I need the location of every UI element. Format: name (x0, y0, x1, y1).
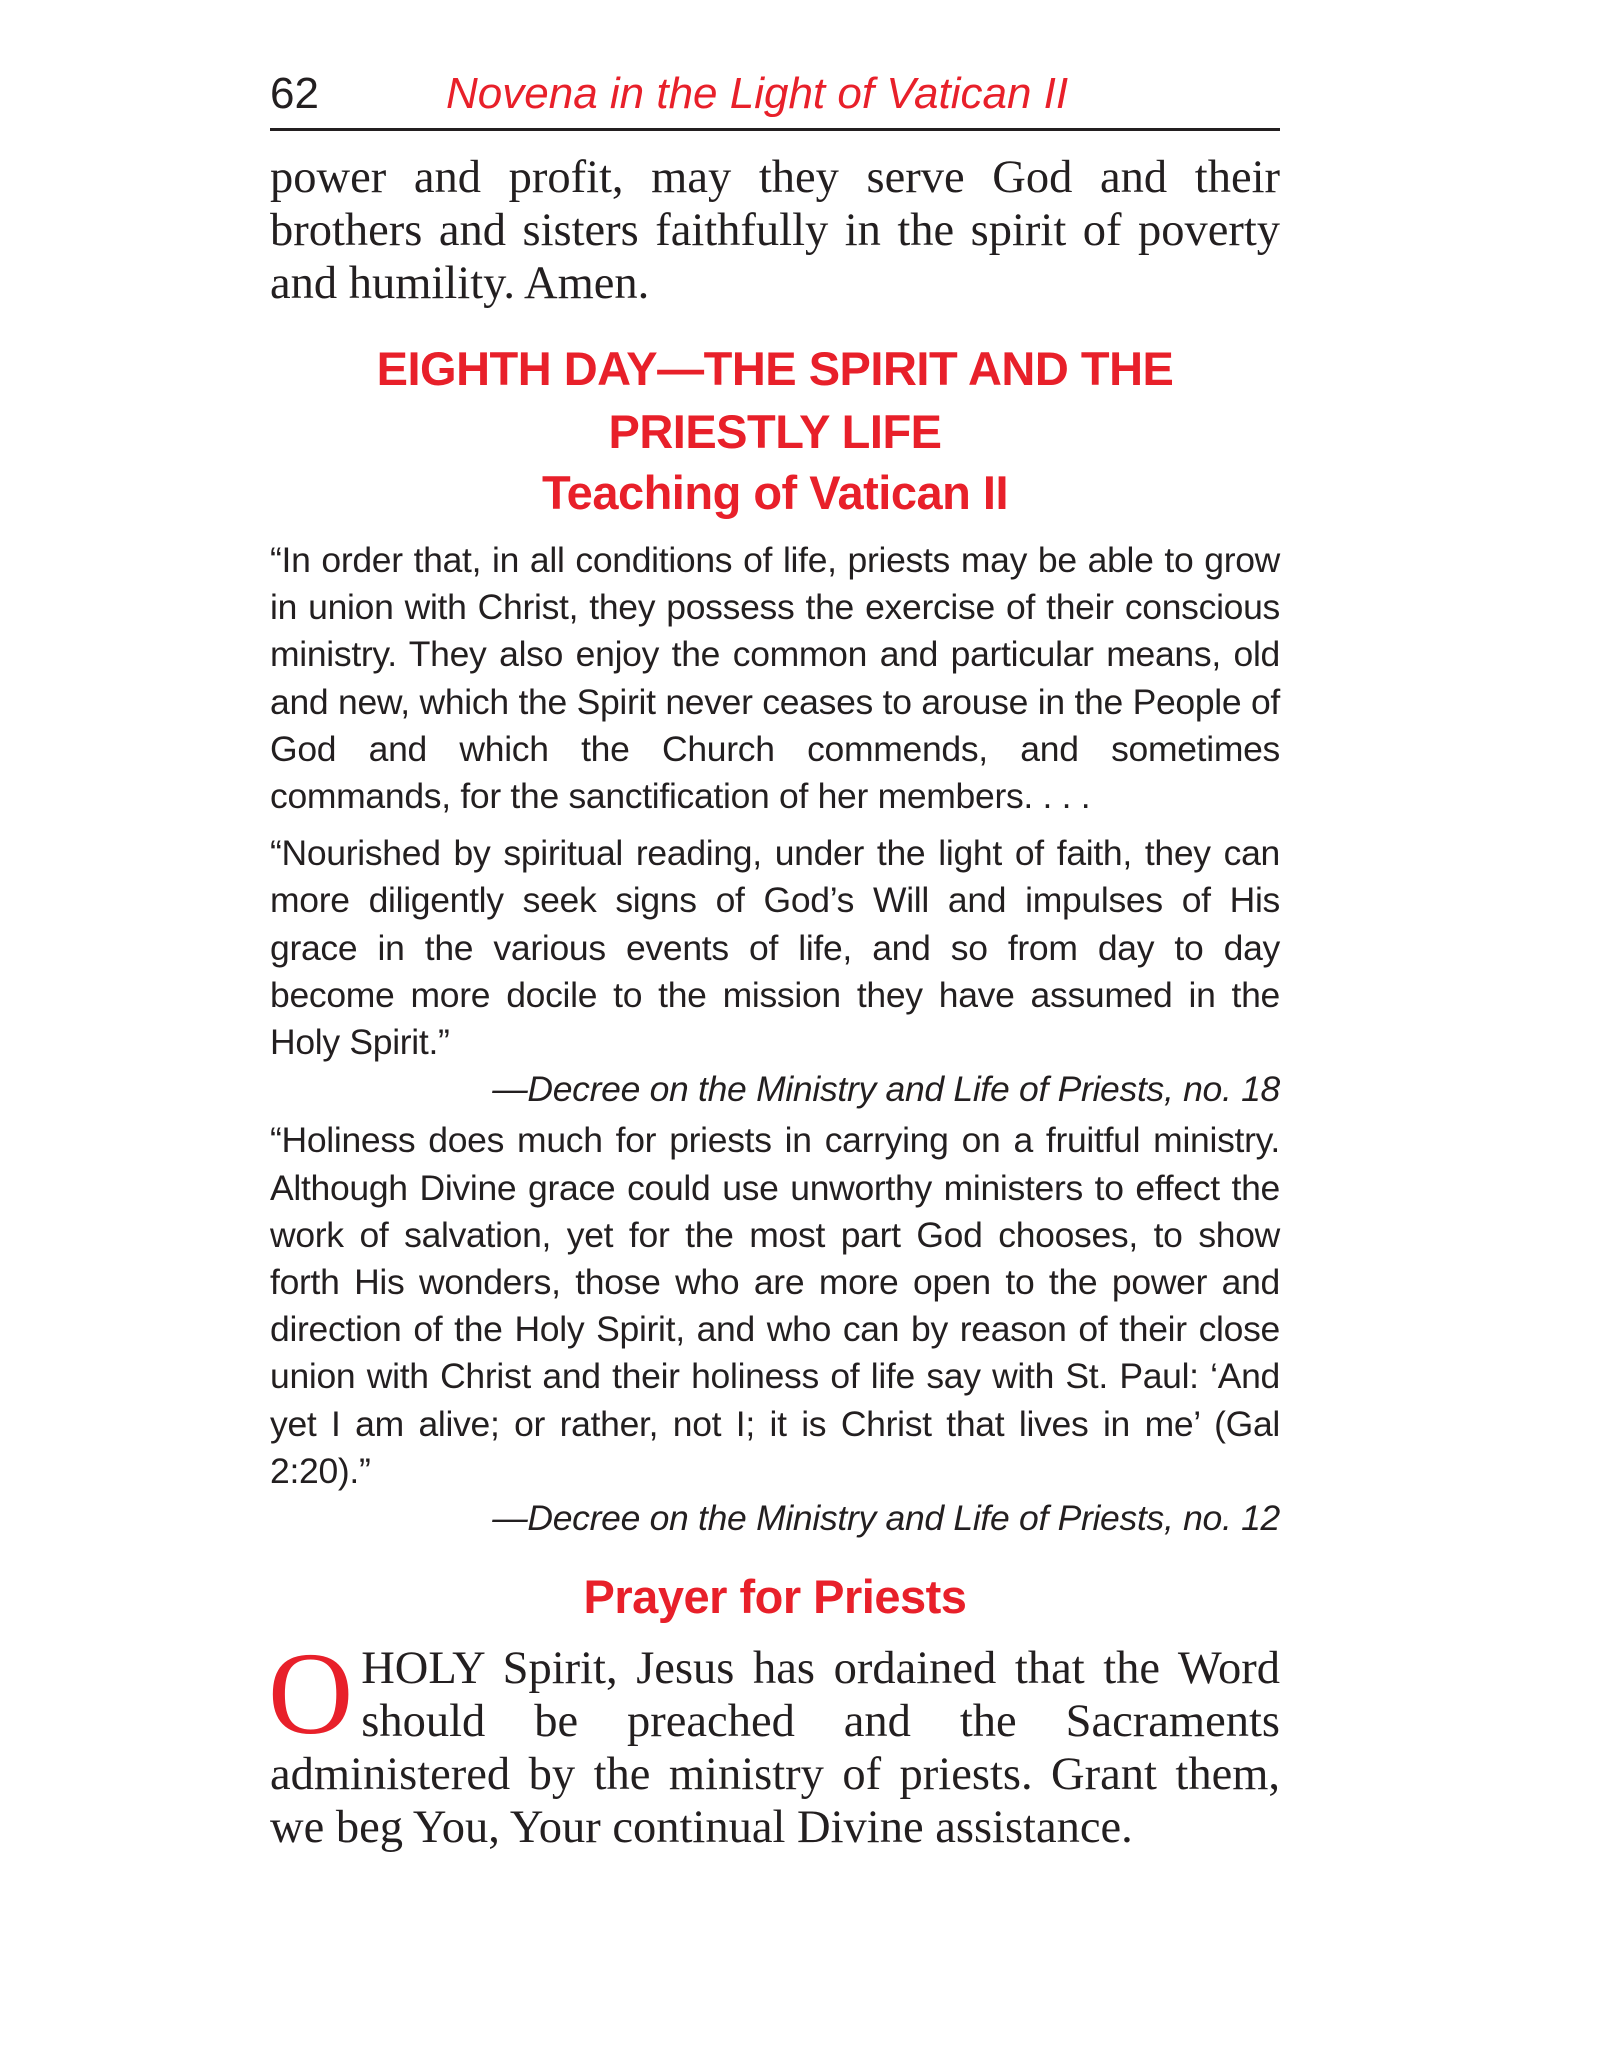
running-header (270, 70, 1280, 131)
prayer-heading: Prayer for Priests (583, 1570, 967, 1624)
teaching-heading: Teaching of Vatican II (541, 466, 1009, 519)
running-title: Novena in the Light of Vatican II (446, 69, 1069, 118)
quote-paragraph-1: “In order that, in all conditions of life, priests may be able to grow in union with Christ, they possess the exercise of their conscious ministry. They also enjoy the common and particular means, old and new, which the Spirit never ceases to arouse in the People of God and which the Church commends, and sometimes commands, for the sanctification of her members. . . . (270, 540, 1280, 817)
citation-1: —Decree on the Ministry and Life of Priests, no. 18 (492, 1069, 1280, 1110)
continuation-paragraph: power and profit, may they serve God and their brothers and sisters faithfully in the spirit of poverty and humility. Amen. (270, 152, 1280, 309)
page-number: 62 (270, 69, 319, 118)
drop-cap-letter: O (268, 1628, 354, 1760)
prayer-paragraph (268, 1628, 1280, 1854)
citation-2: —Decree on the Ministry and Life of Priests, no. 12 (492, 1498, 1280, 1539)
book-page (270, 70, 1280, 1854)
quote-paragraph-3: “Holiness does much for priests in carrying on a fruitful ministry. Although Divine grace could use unworthy ministers to effect the work of salvation, yet for the most part God chooses, to show forth His wonders, those who are more open to the power and direction of the Holy Spirit, and who can by reason of their close union with Christ and their holiness of life say with St. Paul: ‘And yet I am alive; or rather, not I; it is Christ that lives in me’ (Gal 2:20).” (270, 1120, 1280, 1491)
prayer-text: HOLY Spirit, Jesus has ordained that the Word should be preached and the Sacraments administered by the ministry of priests. Grant them, we beg You, Your continual Divine assistance. (270, 1643, 1280, 1854)
day-title-line-2: PRIESTLY LIFE (608, 405, 942, 458)
quote-paragraph-2: “Nourished by spiritual reading, under the light of faith, they can more diligently seek signs of God’s Will and impulses of His grace in the various events of life, and so from day to day become more docile to the mission they have assumed in the Holy Spirit.” (270, 833, 1280, 1063)
day-title-line-1: EIGHTH DAY—THE SPIRIT AND THE (376, 342, 1174, 395)
day-title (270, 337, 1280, 463)
